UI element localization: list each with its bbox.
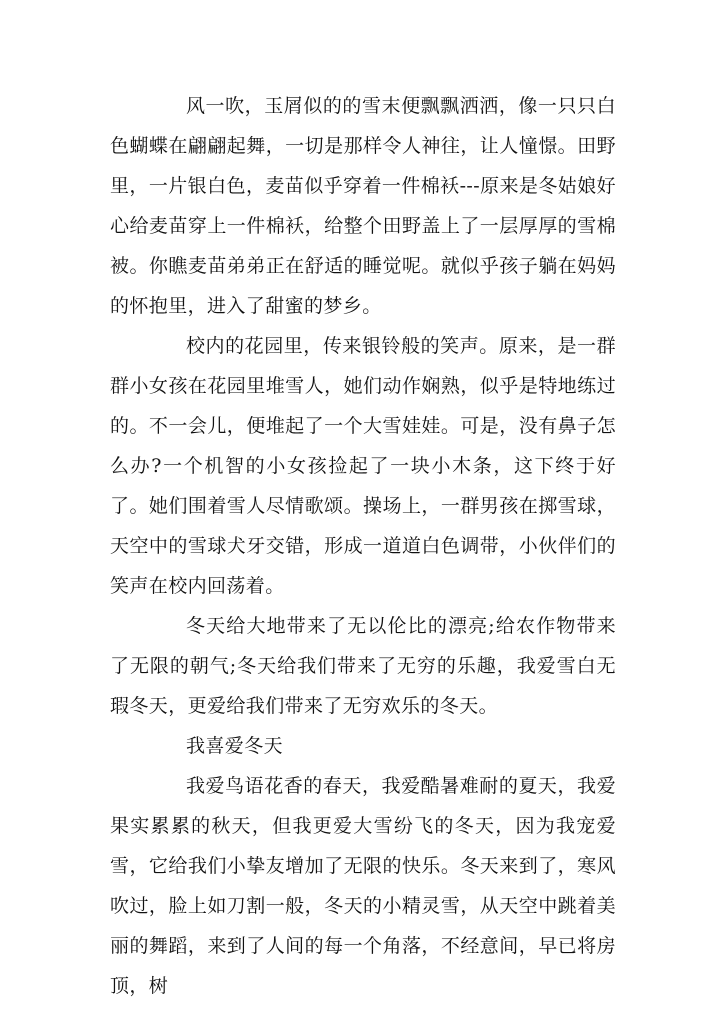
paragraph-four-seasons: 我爱鸟语花香的春天，我爱酷暑难耐的夏天，我爱果实累累的秋天，但我更爱大雪纷飞的冬天，因为我宠爱雪，它给我们小挚友增加了无限的快乐。冬天来到了，寒风吹过，脸上如刀割一般，冬天的小精灵雪，从天空中跳着美丽的舞蹈，来到了人间的每一个角落，不经意间，早已将房顶，树 (110, 775, 616, 997)
paragraph-winter-gifts: 冬天给大地带来了无以伦比的漂亮;给农作物带来了无限的朝气;冬天给我们带来了无穷的乐趣，我爱雪白无瑕冬天，更爱给我们带来了无穷欢乐的冬天。 (110, 615, 616, 717)
document-body (110, 86, 616, 1006)
paragraph-snow-fields: 风一吹，玉屑似的的雪末便飘飘洒洒，像一只只白色蝴蝶在翩翩起舞，一切是那样令人神往，让人憧憬。田野里，一片银白色，麦苗似乎穿着一件棉袄---原来是冬姑娘好心给麦苗穿上一件棉袄，给整个田野盖上了一层厚厚的雪棉被。你瞧麦苗弟弟正在舒适的睡觉呢。就似乎孩子躺在妈妈的怀抱里，进入了甜蜜的梦乡。 (110, 95, 616, 317)
paragraph-school-garden: 校内的花园里，传来银铃般的笑声。原来，是一群群小女孩在花园里堆雪人，她们动作娴熟，似乎是特地练过的。不一会儿，便堆起了一个大雪娃娃。可是，没有鼻子怎么办?一个机智的小女孩捡起了一块小木条，这下终于好了。她们围着雪人尽情歌颂。操场上，一群男孩在掷雪球，天空中的雪球犬牙交错，形成一道道白色调带，小伙伴们的笑声在校内回荡着。 (110, 335, 616, 597)
essay-title: 我喜爱冬天 (186, 735, 284, 757)
